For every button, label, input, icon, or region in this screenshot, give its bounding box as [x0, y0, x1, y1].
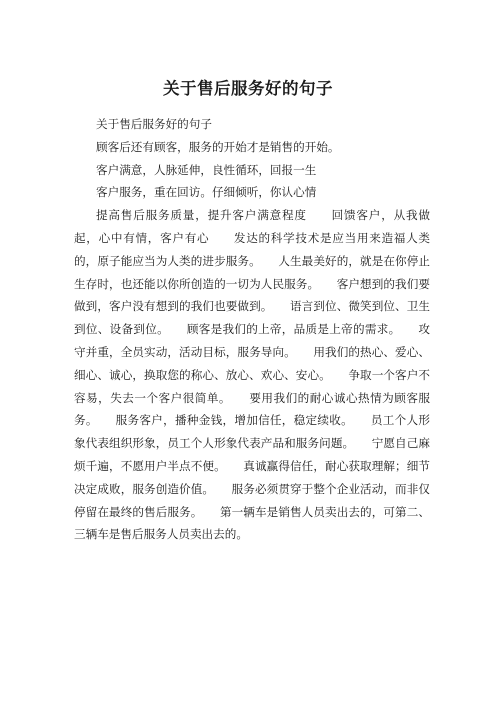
- intro-line: 关于售后服务好的句子: [96, 117, 212, 131]
- document-title: 关于售后服务好的句子: [163, 79, 333, 98]
- intro-line: 顾客后还有顾客，服务的开始才是销售的开始。: [96, 139, 340, 154]
- document-body: [74, 113, 430, 546]
- body-paragraph: 提高售后服务质量，提升客户满意程度 回馈客户，从我做起，心中有情，客户有心 发达的科学技术是应当用来造福人类的，原子能应当为人类的进步服务。 人生最美好的，就是在你停止生存时，也还能以你所创造的一切为人民服务。 客户想到的我们要做到，客户没有想到的我们也要做到。 语言到位、微笑到位、卫生到位、设备到位。 顾客是我们的上帝，品质是上帝的需求。 攻守并重，全员实动，活动目标，服务导向。 用我们的热心、爱心、细心、诚心，换取您的称心、放心、欢心、安心。 争取一个客户不容易，失去一个客户很简单。 要用我们的耐心诚心热情为顾客服务。 服务客户，播种金钱，增加信任，稳定续收。 员工个人形象代表组织形象，员工个人形象代表产品和服务问题。 宁愿自己麻烦千遍，不愿用户半点不便。 真诚赢得信任，耐心获取理解；细节决定成败，服务创造价值。 服务必须贯穿于整个企业活动，而非仅停留在最终的售后服务。 第一辆车是销售人员卖出去的，可第二、三辆车是售后服务人员卖出去的。: [74, 208, 430, 542]
- intro-line: 客户服务，重在回访。仔细倾听，你认心情: [96, 185, 317, 200]
- intro-line: 客户满意，人脉延伸，良性循环，回报一生: [96, 162, 317, 177]
